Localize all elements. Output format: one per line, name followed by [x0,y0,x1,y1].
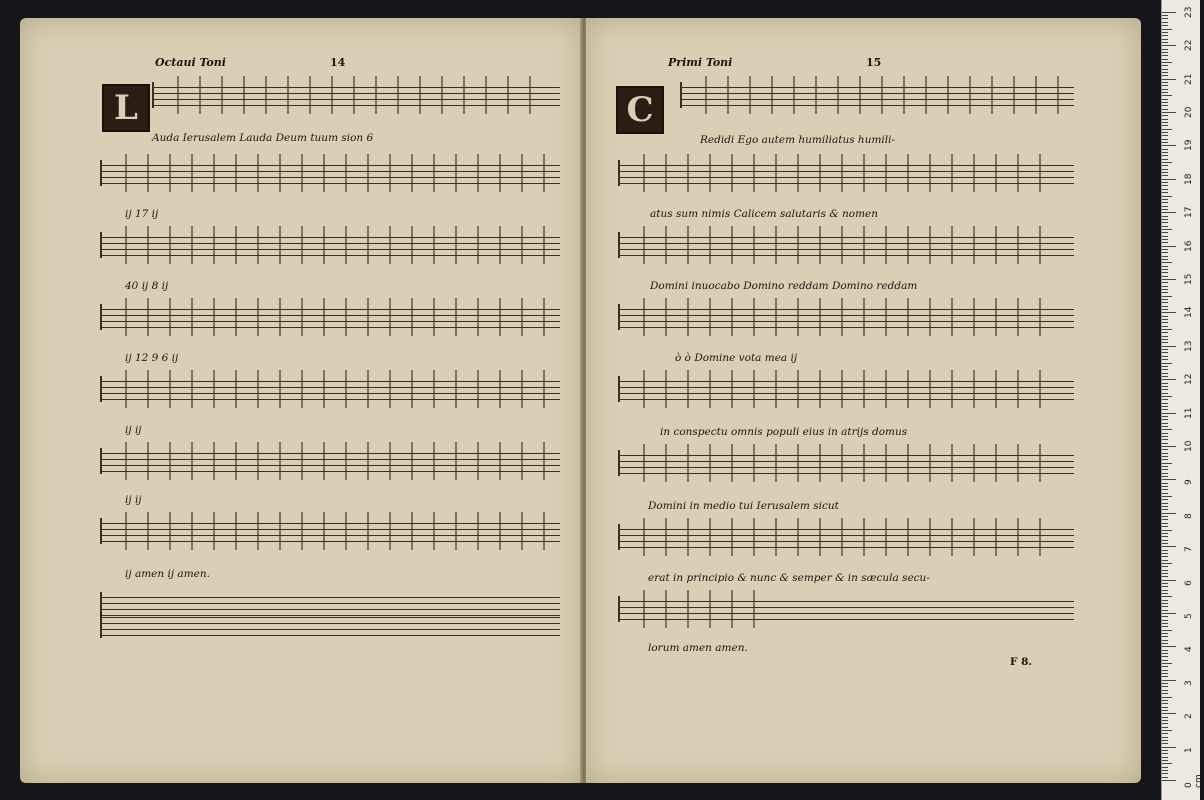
left-staff-1 [152,82,560,108]
ruler-tick [1162,379,1176,380]
ruler-unit-label: 0 cm [1184,774,1204,788]
ruler-tick [1162,292,1168,293]
left-staff-5 [100,376,560,402]
right-staff-1 [680,82,1074,108]
ruler-label: 21 [1184,73,1194,85]
ruler-tick [1162,369,1168,370]
ruler-tick [1162,142,1168,143]
ruler-label: 4 [1184,646,1194,653]
ruler-tick [1162,356,1168,357]
ruler-tick [1162,22,1168,23]
ruler-tick [1162,566,1168,567]
ruler-tick [1162,740,1168,741]
ruler-tick [1162,236,1168,237]
ruler-tick [1162,95,1172,96]
ruler-tick [1162,199,1168,200]
ruler-tick [1162,65,1168,66]
ruler-tick [1162,122,1168,123]
ruler-label: 7 [1184,546,1194,553]
ruler-tick [1162,239,1168,240]
ruler-tick [1162,780,1176,781]
ruler-tick [1162,302,1168,303]
ruler-tick [1162,352,1168,353]
ruler-tick [1162,363,1172,364]
ruler-tick [1162,256,1168,257]
ruler-tick [1162,449,1168,450]
ruler-label: 16 [1184,240,1194,252]
ruler-tick [1162,226,1168,227]
ruler-tick [1162,483,1168,484]
ruler-tick [1162,413,1176,414]
ruler-tick [1162,603,1168,604]
ruler-tick [1162,196,1172,197]
ruler-label: 12 [1184,373,1194,386]
ruler-label: 2 [1184,713,1194,720]
right-lyric-5: in conspectu omnis populi eius in atrijs domus [660,426,908,438]
ruler-tick [1162,767,1168,768]
left-staff-4 [100,304,560,330]
ruler-tick [1162,396,1172,397]
ruler-tick [1162,730,1172,731]
ruler-tick [1162,710,1168,711]
left-lyric-1: Auda Ierusalem Lauda Deum tuum sion 6 [152,132,374,144]
ruler-tick [1162,42,1168,43]
ruler-tick [1162,99,1168,100]
ruler-tick [1162,299,1168,300]
ruler-tick [1162,459,1168,460]
ruler-tick [1162,18,1168,19]
ruler-tick [1162,282,1168,283]
ruler-tick [1162,72,1168,73]
ruler-tick [1162,750,1168,751]
ruler-tick [1162,540,1168,541]
right-staff-7 [618,524,1074,550]
ruler-tick [1162,386,1168,387]
ruler-tick [1162,503,1168,504]
ruler-tick [1162,326,1168,327]
ruler-tick [1162,576,1168,577]
ruler-tick [1162,646,1176,647]
ruler-tick [1162,509,1168,510]
ruler-tick [1162,653,1168,654]
ruler-tick [1162,39,1168,40]
ruler-tick [1162,620,1168,621]
ruler-tick [1162,152,1168,153]
right-staff-3 [618,232,1074,258]
ruler-tick [1162,486,1168,487]
left-staff-2 [100,160,560,186]
right-lyric-1: Redidi Ego autem humiliatus humili- [700,134,896,146]
ruler-tick [1162,319,1168,320]
ruler-tick [1162,179,1176,180]
ruler-tick [1162,513,1176,514]
ruler-tick [1162,389,1168,390]
ruler-tick [1162,403,1168,404]
ruler-tick [1162,383,1168,384]
ruler-tick [1162,590,1168,591]
ruler-tick [1162,175,1168,176]
ruler-tick [1162,763,1172,764]
left-lyric-4: ij 12 9 6 ij [125,352,179,364]
ruler-tick [1162,773,1168,774]
left-initial-letter: L [102,84,150,132]
ruler-tick [1162,626,1168,627]
left-lyric-5: ij ij [125,424,142,436]
ruler-tick [1162,55,1168,56]
ruler-tick [1162,666,1168,667]
ruler-tick [1162,125,1168,126]
ruler-tick [1162,139,1168,140]
ruler-label: 19 [1184,139,1194,152]
ruler-tick [1162,633,1168,634]
ruler-tick [1162,720,1168,721]
ruler-tick [1162,309,1168,310]
ruler-tick [1162,610,1168,611]
ruler-tick [1162,650,1168,651]
ruler-label: 14 [1184,306,1194,319]
ruler-tick [1162,606,1168,607]
ruler-tick [1162,35,1168,36]
ruler-tick [1162,286,1168,287]
ruler-tick [1162,135,1168,136]
ruler-tick [1162,62,1172,63]
ruler-tick [1162,289,1168,290]
ruler-tick [1162,115,1168,116]
ruler-tick [1162,463,1172,464]
ruler-tick [1162,439,1168,440]
left-staff-3 [100,232,560,258]
ruler-tick [1162,279,1176,280]
ruler-tick [1162,493,1168,494]
ruler-tick [1162,162,1172,163]
ruler-tick [1162,429,1172,430]
right-staff-6 [618,450,1074,476]
ruler-tick [1162,737,1168,738]
ruler-tick [1162,760,1168,761]
ruler-tick [1162,89,1168,90]
ruler-tick [1162,262,1172,263]
right-lyric-4: ò ò Domine vota mea ij [675,352,798,364]
ruler-tick [1162,573,1168,574]
ruler-tick [1162,229,1172,230]
ruler-tick [1162,242,1168,243]
ruler-tick [1162,52,1168,53]
ruler-tick [1162,516,1168,517]
ruler-tick [1162,499,1168,500]
ruler-tick [1162,155,1168,156]
ruler-tick [1162,596,1172,597]
ruler-tick [1162,476,1168,477]
ruler-tick [1162,473,1168,474]
ruler-label: 9 [1184,479,1194,486]
ruler-tick [1162,489,1168,490]
ruler-tick [1162,349,1168,350]
ruler-tick [1162,306,1168,307]
ruler-tick [1162,85,1168,86]
right-initial-letter: C [616,86,664,134]
ruler-tick [1162,713,1176,714]
ruler-tick [1162,443,1168,444]
ruler-tick [1162,246,1176,247]
ruler-tick [1162,670,1168,671]
ruler-tick [1162,32,1168,33]
ruler-label: 23 [1184,6,1194,18]
ruler-tick [1162,556,1168,557]
ruler-tick [1162,436,1168,437]
ruler-tick [1162,169,1168,170]
ruler-tick [1162,660,1168,661]
ruler-tick [1162,102,1168,103]
ruler-tick [1162,249,1168,250]
ruler-tick [1162,145,1176,146]
ruler-tick [1162,69,1168,70]
ruler-tick [1162,165,1168,166]
ruler-tick [1162,25,1168,26]
ruler-tick [1162,332,1168,333]
right-page-number: 15 [866,56,882,69]
ruler-tick [1162,770,1168,771]
right-page-heading: Primi Toni [668,56,733,69]
left-lyric-7: ij amen ij amen. [125,568,210,580]
ruler-tick [1162,496,1172,497]
ruler-tick [1162,727,1168,728]
ruler-tick [1162,583,1168,584]
ruler-tick [1162,676,1168,677]
ruler-tick [1162,757,1168,758]
ruler-tick [1162,683,1168,684]
ruler-tick [1162,550,1168,551]
ruler-tick [1162,185,1168,186]
ruler-tick [1162,643,1168,644]
ruler-tick [1162,346,1176,347]
ruler-tick [1162,553,1168,554]
ruler-tick [1162,453,1168,454]
right-staff-2 [618,160,1074,186]
left-lyric-2: ij 17 ij [125,208,159,220]
ruler-tick [1162,376,1168,377]
ruler-tick [1162,563,1172,564]
ruler-tick [1162,342,1168,343]
ruler-tick [1162,446,1176,447]
ruler-tick [1162,656,1168,657]
ruler-tick [1162,406,1168,407]
ruler-tick [1162,219,1168,220]
ruler-tick [1162,616,1168,617]
ruler-label: 6 [1184,579,1194,586]
ruler-label: 22 [1184,39,1194,52]
ruler-tick [1162,269,1168,270]
ruler-label: 5 [1184,613,1194,619]
measuring-ruler [1161,0,1204,800]
ruler-tick [1162,580,1176,581]
ruler-tick [1162,322,1168,323]
ruler-tick [1162,276,1168,277]
ruler-tick [1162,663,1172,664]
ruler-tick [1162,423,1168,424]
ruler-label: 15 [1184,273,1194,285]
ruler-tick [1162,59,1168,60]
ruler-tick [1162,212,1176,213]
ruler-tick [1162,546,1176,547]
ruler-tick [1162,79,1176,80]
ruler-tick [1162,506,1168,507]
ruler-tick [1162,409,1168,410]
right-lyric-3: Domini inuocabo Domino reddam Domino reddam [650,280,918,292]
ruler-tick [1162,159,1168,160]
ruler-tick [1162,29,1172,30]
ruler-tick [1162,259,1168,260]
left-staff-empty-2 [100,612,560,638]
ruler-tick [1162,613,1176,614]
ruler-tick [1162,109,1168,110]
ruler-tick [1162,630,1172,631]
ruler-tick [1162,426,1168,427]
ruler-tick [1162,75,1168,76]
ruler-tick [1162,733,1168,734]
right-staff-8 [618,596,1074,622]
ruler-tick [1162,697,1172,698]
ruler-tick [1162,82,1168,83]
ruler-tick [1162,570,1168,571]
ruler-tick [1162,717,1168,718]
ruler-tick [1162,723,1168,724]
ruler-tick [1162,393,1168,394]
ruler-tick [1162,593,1168,594]
ruler-tick [1162,202,1168,203]
ruler-tick [1162,526,1168,527]
left-staff-6 [100,448,560,474]
ruler-tick [1162,673,1168,674]
ruler-tick [1162,600,1168,601]
right-staff-5 [618,376,1074,402]
ruler-tick [1162,232,1168,233]
ruler-tick [1162,416,1168,417]
ruler-tick [1162,373,1168,374]
ruler-tick [1162,182,1168,183]
ruler-tick [1162,222,1168,223]
ruler-tick [1162,707,1168,708]
ruler-tick [1162,640,1168,641]
ruler-tick [1162,45,1176,46]
ruler-tick [1162,252,1168,253]
ruler-label: 18 [1184,173,1194,185]
ruler-tick [1162,456,1168,457]
left-lyric-3: 40 ij 8 ij [125,280,169,292]
ruler-tick [1162,433,1168,434]
ruler-tick [1162,112,1176,113]
ruler-tick [1162,366,1168,367]
ruler-tick [1162,523,1168,524]
ruler-tick [1162,466,1168,467]
ruler-tick [1162,560,1168,561]
ruler-tick [1162,312,1176,313]
ruler-tick [1162,92,1168,93]
ruler-tick [1162,119,1168,120]
ruler-label: 11 [1184,407,1194,419]
ruler-tick [1162,359,1168,360]
ruler-tick [1162,543,1168,544]
ruler-tick [1162,479,1176,480]
ruler-tick [1162,15,1168,16]
ruler-tick [1162,586,1168,587]
ruler-tick [1162,206,1168,207]
ruler-tick [1162,753,1168,754]
ruler-tick [1162,339,1168,340]
ruler-tick [1162,636,1168,637]
ruler-tick [1162,533,1168,534]
ruler-tick [1162,49,1168,50]
ruler-tick [1162,623,1168,624]
ruler-tick [1162,336,1168,337]
ruler-tick [1162,777,1168,778]
left-lyric-6: ij ij [125,494,142,506]
ruler-label: 8 [1184,513,1194,519]
ruler-label: 17 [1184,206,1194,219]
ruler-tick [1162,12,1176,13]
ruler-label: 10 [1184,440,1194,452]
ruler-tick [1162,216,1168,217]
right-lyric-6: Domini in medio tui Ierusalem sicut [648,500,839,512]
ruler-tick [1162,129,1172,130]
ruler-tick [1162,209,1168,210]
ruler-label: 20 [1184,106,1194,118]
ruler-tick [1162,266,1168,267]
ruler-label: 13 [1184,340,1194,352]
right-lyric-8: lorum amen amen. [648,642,748,654]
ruler-tick [1162,192,1168,193]
ruler-tick [1162,686,1168,687]
ruler-label: 1 [1184,746,1194,753]
ruler-tick [1162,399,1168,400]
ruler-tick [1162,189,1168,190]
ruler-tick [1162,536,1168,537]
ruler-tick [1162,530,1172,531]
ruler-tick [1162,747,1176,748]
ruler-tick [1162,469,1168,470]
ruler-tick [1162,703,1168,704]
ruler-tick [1162,149,1168,150]
ruler-tick [1162,743,1168,744]
ruler-tick [1162,172,1168,173]
ruler-tick [1162,132,1168,133]
signature-mark: F 8. [1010,656,1033,668]
ruler-tick [1162,690,1168,691]
ruler-tick [1162,316,1168,317]
ruler-tick [1162,105,1168,106]
left-page-number: 14 [330,56,346,69]
right-staff-4 [618,304,1074,330]
ruler-tick [1162,693,1168,694]
right-lyric-2: atus sum nimis Calicem salutaris & nomen [650,208,879,220]
ruler-label: 3 [1184,680,1194,686]
ruler-tick [1162,680,1176,681]
ruler-tick [1162,519,1168,520]
ruler-tick [1162,272,1168,273]
ruler-tick [1162,419,1168,420]
ruler-tick [1162,329,1172,330]
ruler-tick [1162,700,1168,701]
ruler-tick [1162,296,1172,297]
right-lyric-7: erat in principio & nunc & semper & in sæcula secu- [648,572,930,584]
left-page-heading: Octaui Toni [155,56,226,69]
left-staff-7 [100,518,560,544]
